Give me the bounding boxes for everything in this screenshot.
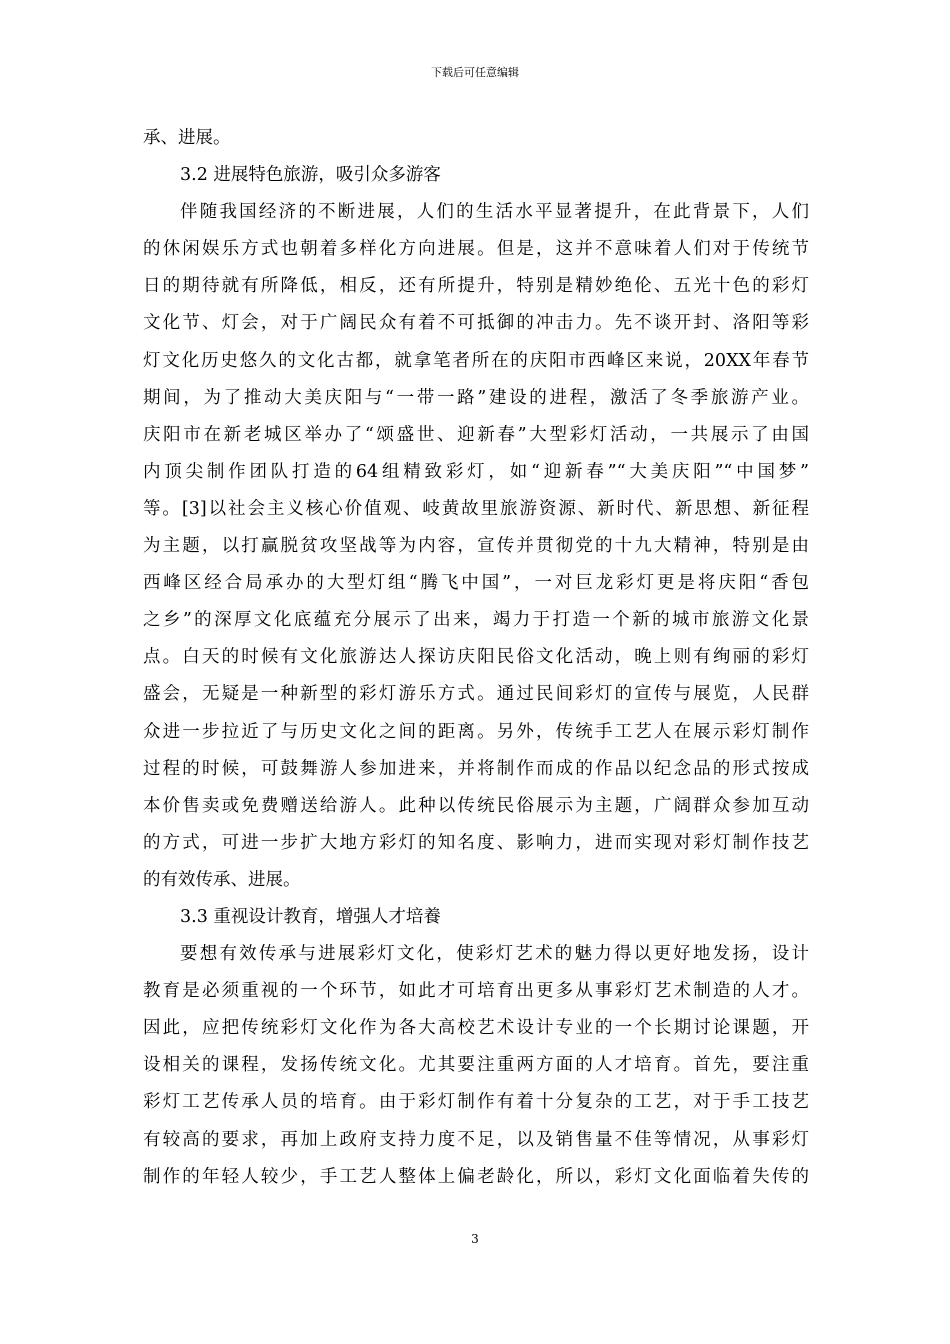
document-body [143, 120, 809, 1196]
text-line: 有较高的要求，再加上政府支持力度不足，以及销售量不佳等情况，从事彩灯 [143, 1129, 809, 1150]
page-header: 下载后可任意编辑 [431, 66, 519, 79]
text-line: 伴随我国经济的不断进展，人们的生活水平显著提升，在此背景下，人们 [180, 202, 809, 223]
text-line: 期间，为了推动大美庆阳与“一带一路”建设的进程，激活了冬季旅游产业。 [143, 387, 809, 408]
text-line: 众进一步拉近了与历史文化之间的距离。另外，传统手工艺人在展示彩灯制作 [143, 721, 809, 742]
text-line: 庆阳市在新老城区举办了“颂盛世、迎新春”大型彩灯活动，一共展示了由国 [143, 424, 809, 445]
text-line: 制作的年轻人较少，手工艺人整体上偏老龄化，所以，彩灯文化面临着失传的 [143, 1166, 809, 1187]
section-heading-3-2: 3.2 进展特色旅游，吸引众多游客 [180, 165, 441, 186]
text-line: 的有效传承、进展。 [143, 869, 301, 890]
text-line: 点。白天的时候有文化旅游达人探访庆阳民俗文化活动，晚上则有绚丽的彩灯 [143, 647, 809, 668]
text-line: 灯文化历史悠久的文化古都，就拿笔者所在的庆阳市西峰区来说，20XX年春节 [143, 350, 809, 371]
section-heading-3-3: 3.3 重视设计教育，增强人才培養 [180, 906, 441, 927]
text-line: 的方式，可进一步扩大地方彩灯的知名度、影响力，进而实现对彩灯制作技艺 [143, 832, 809, 853]
text-line: 为主题，以打赢脱贫攻坚战等为内容，宣传并贯彻党的十九大精神，特别是由 [143, 536, 809, 557]
text-line: 之乡”的深厚文化底蕴充分展示了出来，竭力于打造一个新的城市旅游文化景 [143, 610, 809, 631]
text-line: 教育是必须重视的一个环节，如此才可培育出更多从事彩灯艺术制造的人才。 [143, 981, 809, 1002]
text-line: 设相关的课程，发扬传统文化。尤其要注重两方面的人才培育。首先，要注重 [143, 1055, 809, 1076]
text-line: 的休闲娱乐方式也朝着多样化方向进展。但是，这并不意味着人们对于传统节 [143, 239, 809, 260]
text-line: 文化节、灯会，对于广阔民众有着不可抵御的冲击力。先不谈开封、洛阳等彩 [143, 313, 809, 334]
text-line: 内顶尖制作团队打造的64组精致彩灯，如“迎新春”“大美庆阳”“中国梦” [143, 461, 809, 482]
text-line: 本价售卖或免费赠送给游人。此种以传统民俗展示为主题，广阔群众参加互动 [143, 795, 809, 816]
text-line: 彩灯工艺传承人员的培育。由于彩灯制作有着十分复杂的工艺，对于手工技艺 [143, 1092, 809, 1113]
text-line: 日的期待就有所降低，相反，还有所提升，特别是精妙绝伦、五光十色的彩灯 [143, 276, 809, 297]
text-line: 因此，应把传统彩灯文化作为各大高校艺术设计专业的一个长期讨论课题，开 [143, 1018, 809, 1039]
text-line: 过程的时候，可鼓舞游人参加进来，并将制作而成的作品以纪念品的形式按成 [143, 758, 809, 779]
page-number: 3 [471, 1232, 479, 1246]
text-line: 承、进展。 [143, 128, 231, 148]
text-line: 等。[3]以社会主义核心价值观、岐黄故里旅游资源、新时代、新思想、新征程 [143, 498, 809, 519]
text-line: 要想有效传承与进展彩灯文化，使彩灯艺术的魅力得以更好地发扬，设计 [180, 944, 809, 965]
text-line: 西峰区经合局承办的大型灯组“腾飞中国”，一对巨龙彩灯更是将庆阳“香包 [143, 573, 809, 594]
text-line: 盛会，无疑是一种新型的彩灯游乐方式。通过民间彩灯的宣传与展览，人民群 [143, 684, 809, 705]
